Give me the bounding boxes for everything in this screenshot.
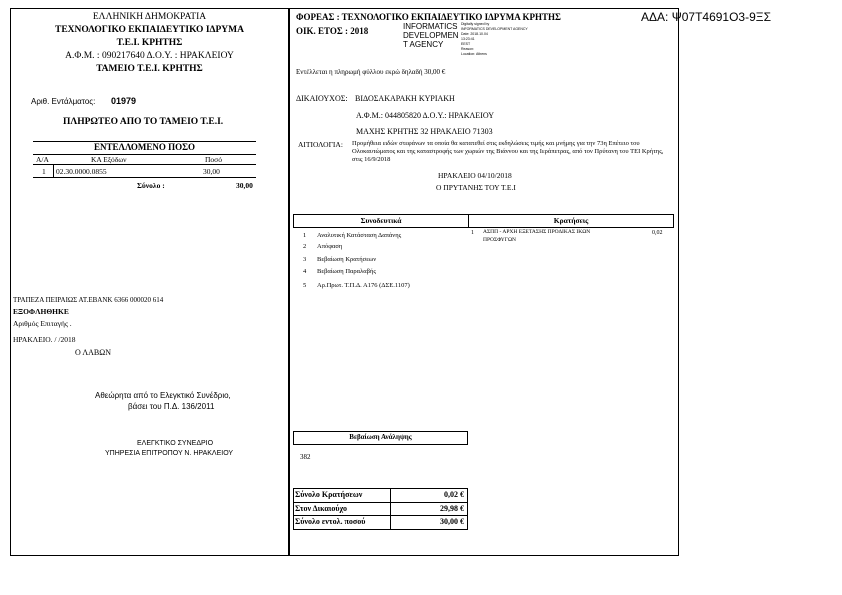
deduction-text-1: ΑΣΠΠ - ΑΡΧΗ ΕΞΕΤΑΣΗΣ ΠΡΟΔΙΚΑΣ ΙΚΩΝ	[483, 229, 591, 235]
header-afm: Α.Φ.Μ. : 090217640 Δ.Ο.Υ. : ΗΡΑΚΛΕΙΟΥ	[65, 51, 234, 61]
order-number: 01979	[111, 96, 137, 106]
audit-line-1: ΕΛΕΓΚΤΙΚΟ ΣΥΝΕΔΡΙΟ	[137, 440, 214, 447]
stamp-line-3: T AGENCY	[403, 40, 444, 49]
reason-label: ΑΙΤΙΟΛΟΓΙΑ:	[298, 140, 343, 149]
amount-box-title: ΕΝΤΕΛΛΟΜΕΝΟ ΠΟΣΟ	[93, 142, 196, 152]
col-code: ΚΑ Εξόδων	[91, 155, 127, 164]
docs-title: Συνοδευτικά	[360, 216, 402, 225]
doc-text: Αναλυτική Κατάσταση Δαπάνης	[317, 232, 402, 239]
check-label: Αριθμός Επιταγής .	[13, 319, 72, 328]
deductions-title: Κρατήσεις	[553, 216, 589, 225]
doc-text: Βεβαίωση Παραλαβής	[317, 268, 376, 275]
deduction-text-2: ΠΡΟΣΦΥΓΩΝ	[483, 237, 517, 243]
place-date: ΗΡΑΚΛΕΙΟ. / /2018	[13, 335, 76, 344]
total-label: Σύνολο :	[137, 181, 165, 190]
stamp-line-1: INFORMATICS	[403, 22, 458, 31]
doc-text: Αρ.Πρωτ. Τ.Π.Δ. Α176 (ΔΣΕ.1107)	[317, 282, 410, 289]
sign-place-date: ΗΡΑΚΛΕΙΟ 04/10/2018	[438, 171, 512, 180]
sign-role: Ο ΠΡΥΤΑΝΗΣ ΤΟΥ Τ.Ε.Ι	[436, 183, 516, 192]
stamp-small-1: Digitally signed by	[461, 22, 490, 26]
header-treasury: ΤΑΜΕΙΟ Τ.Ε.Ι. ΚΡΗΤΗΣ	[96, 64, 203, 74]
beneficiary-label: ΔΙΚΑΙΟΥΧΟΣ:	[296, 94, 348, 103]
deduction-amount: 0,02	[652, 230, 663, 236]
doc-number: 2	[303, 243, 307, 250]
beneficiary-address: ΜΑΧΗΣ ΚΡΗΤΗΣ 32 ΗΡΑΚΛΕΙΟ 71303	[356, 127, 493, 136]
exempt-line-2: βάσει του Π.Δ. 136/2011	[128, 402, 215, 411]
row-amount: 30,00	[203, 167, 220, 176]
paid-label: ΕΞΟΦΛΗΘΗΚΕ	[13, 307, 69, 316]
order-label: Αριθ. Εντάλματος:	[31, 97, 96, 106]
audit-line-2: ΥΠΗΡΕΣΙΑ ΕΠΙΤΡΟΠΟΥ Ν. ΗΡΑΚΛΕΙΟΥ	[105, 450, 234, 457]
deduction-number: 1	[471, 230, 474, 236]
to-beneficiary-value: 29,98 €	[440, 504, 464, 513]
commitment-value: 382	[300, 453, 311, 461]
header-institute: ΤΕΧΝΟΛΟΓΙΚΟ ΕΚΠΑΙΔΕΥΤΙΚΟ ΙΔΡΥΜΑ	[55, 25, 244, 35]
doc-text: Βεβαίωση Κρατήσεων	[317, 256, 377, 263]
bank-account: ΤΡΑΠΕΖΑ ΠΕΙΡΑΙΩΣ ΑΤ.ΕBANK 6366 000020 614	[13, 296, 164, 304]
receiver-label: Ο ΛΑΒΩΝ	[75, 348, 111, 357]
stamp-small-7: Location: Athens	[461, 52, 487, 56]
stamp-small-4: 13:23:41	[461, 37, 475, 41]
stamp-small-5: EEST	[461, 42, 471, 46]
beneficiary-afm: Α.Φ.Μ.: 044805820 Δ.Ο.Υ.: ΗΡΑΚΛΕΙΟΥ	[356, 111, 495, 120]
total-order-value: 30,00 €	[440, 517, 464, 526]
doc-number: 5	[303, 282, 307, 289]
total-order-label: Σύνολο εντολ. ποσού	[295, 517, 366, 526]
exempt-line-1: Αθεώρητα από το Ελεγκτικό Συνέδριο,	[95, 391, 231, 400]
col-amount: Ποσό	[205, 155, 222, 164]
col-aa: Α/Α	[36, 155, 49, 164]
to-beneficiary-label: Στον Δικαιούχο	[295, 504, 347, 513]
reason-text: Προμήθεια ειδών στεφάνων τα οποία θα κατατεθεί στις εκδηλώσεις τιμής και μνήμης για την 73η Επέτειο του Ολοκαυτώματος και της καταστροφής των χωριών της Βιάννου και της Ιεράπετρας, από τον Πρύτανη του ΤΕΙ Κρήτης, στις 16/9/2018	[352, 140, 664, 163]
stamp-small-6: Reason:	[461, 47, 475, 51]
column-divider	[288, 8, 290, 555]
doc-number: 1	[303, 232, 307, 239]
pay-title: ΠΛΗΡΩΤΕΟ ΑΠΟ ΤΟ ΤΑΜΕΙΟ Τ.Ε.Ι.	[63, 117, 224, 127]
header-republic: ΕΛΛΗΝΙΚΗ ΔΗΜΟΚΡΑΤΙΑ	[92, 12, 207, 22]
total-deductions-value: 0,02 €	[444, 490, 464, 499]
stamp-line-2: DEVELOPMEN	[403, 31, 459, 40]
beneficiary-name: ΒΙΔΟΣΑΚΑΡΑΚΗ ΚΥΡΙΑΚΗ	[355, 94, 455, 103]
commitment-title: Βεβαίωση Ανάληψης	[349, 433, 412, 441]
doc-text: Απόφαση	[317, 243, 343, 250]
stamp-small-3: Date: 2018.10.04	[461, 32, 488, 36]
stamp-small-2: INFORMATICS DEVELOPMENT AGENCY	[461, 27, 528, 31]
foreas: ΦΟΡΕΑΣ : ΤΕΧΝΟΛΟΓΙΚΟ ΕΚΠΑΙΔΕΥΤΙΚΟ ΙΔΡΥΜΑ ΚΡΗΤΗΣ	[296, 12, 561, 22]
doc-number: 4	[303, 268, 307, 275]
row-aa: 1	[42, 167, 46, 176]
doc-number: 3	[303, 256, 307, 263]
fiscal-year: ΟΙΚ. ΕΤΟΣ : 2018	[296, 26, 369, 36]
total-deductions-label: Σύνολο Κρατήσεων	[295, 490, 363, 499]
payment-instruction: Εντέλλεται η πληρωμή φύλλου εκρώ δηλαδή 30,00 €	[296, 68, 446, 76]
header-tei: Τ.Ε.Ι. ΚΡΗΤΗΣ	[116, 38, 183, 48]
row-code: 02.30.0000.0855	[56, 167, 107, 176]
total-value: 30,00	[236, 181, 253, 190]
ada-code: ΑΔΑ: Ψ07Τ4691Ο3-9ΞΣ	[641, 10, 771, 24]
